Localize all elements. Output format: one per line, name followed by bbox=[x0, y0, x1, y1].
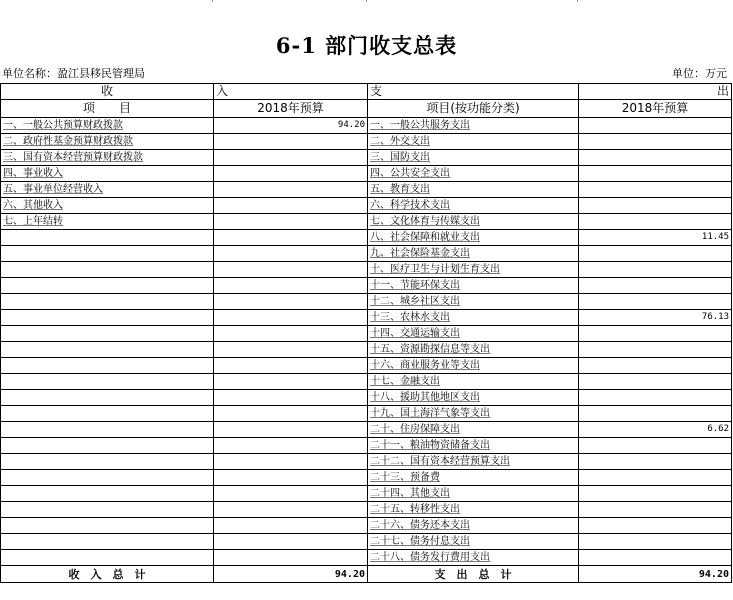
table-row bbox=[1, 262, 732, 278]
header-item: 项 目 bbox=[1, 100, 214, 118]
expense-item-cell: 六、科学技术支出 bbox=[368, 198, 579, 214]
income-item-cell: 七、上年结转 bbox=[1, 214, 214, 230]
income-value-cell bbox=[214, 390, 368, 406]
expense-item-cell: 二十、住房保障支出 bbox=[368, 422, 579, 438]
table-row bbox=[1, 422, 732, 438]
income-value-cell bbox=[214, 310, 368, 326]
expense-value-cell bbox=[579, 550, 732, 566]
expense-item-cell: 二十六、债务还本支出 bbox=[368, 518, 579, 534]
table-row bbox=[1, 198, 732, 214]
income-item-cell bbox=[1, 374, 214, 390]
table-row bbox=[1, 486, 732, 502]
income-value-cell bbox=[214, 326, 368, 342]
expense-value-cell bbox=[579, 454, 732, 470]
expense-value-cell bbox=[579, 326, 732, 342]
expense-item-cell: 二、外交支出 bbox=[368, 134, 579, 150]
expense-item-cell: 十六、商业服务业等支出 bbox=[368, 358, 579, 374]
expense-item-cell: 十、医疗卫生与计划生育支出 bbox=[368, 262, 579, 278]
expense-value-cell bbox=[579, 534, 732, 550]
expense-item-cell: 二十四、其他支出 bbox=[368, 486, 579, 502]
income-value-cell bbox=[214, 166, 368, 182]
expense-value-cell bbox=[579, 502, 732, 518]
income-value-cell bbox=[214, 454, 368, 470]
income-value-cell bbox=[214, 246, 368, 262]
expense-item-cell: 二十一、粮油物资储备支出 bbox=[368, 438, 579, 454]
expense-item-cell: 十二、城乡社区支出 bbox=[368, 294, 579, 310]
table-row bbox=[1, 310, 732, 326]
expense-item-cell: 三、国防支出 bbox=[368, 150, 579, 166]
expense-value-cell: 76.13 bbox=[579, 310, 732, 326]
income-value-cell: 94.20 bbox=[214, 118, 368, 134]
top-edge-tick bbox=[577, 0, 578, 2]
income-item-cell bbox=[1, 230, 214, 246]
expense-item-cell: 十七、金融支出 bbox=[368, 374, 579, 390]
income-item-cell: 三、国有资本经营预算财政拨款 bbox=[1, 150, 214, 166]
income-value-cell bbox=[214, 262, 368, 278]
income-item-cell bbox=[1, 294, 214, 310]
table-row bbox=[1, 518, 732, 534]
table-row bbox=[1, 150, 732, 166]
income-value-cell bbox=[214, 486, 368, 502]
income-item-cell: 四、事业收入 bbox=[1, 166, 214, 182]
income-value-cell bbox=[214, 294, 368, 310]
income-value-cell bbox=[214, 214, 368, 230]
income-value-cell bbox=[214, 230, 368, 246]
expense-item-cell: 十八、援助其他地区支出 bbox=[368, 390, 579, 406]
expense-item-cell: 四、公共安全支出 bbox=[368, 166, 579, 182]
income-item-cell bbox=[1, 262, 214, 278]
income-item-cell: 二、政府性基金预算财政拨款 bbox=[1, 134, 214, 150]
income-item-cell bbox=[1, 310, 214, 326]
table-row bbox=[1, 214, 732, 230]
expense-item-cell: 七、文化体育与传媒支出 bbox=[368, 214, 579, 230]
income-value-cell bbox=[214, 438, 368, 454]
expense-item-cell: 五、教育支出 bbox=[368, 182, 579, 198]
income-total-label: 收 入 总 计 bbox=[1, 566, 214, 583]
income-item-cell bbox=[1, 326, 214, 342]
expense-value-cell bbox=[579, 342, 732, 358]
table-row bbox=[1, 230, 732, 246]
table-row bbox=[1, 278, 732, 294]
income-value-cell bbox=[214, 406, 368, 422]
income-item-cell bbox=[1, 438, 214, 454]
header-row-category bbox=[1, 84, 732, 100]
expense-value-cell bbox=[579, 214, 732, 230]
expense-value-cell bbox=[579, 134, 732, 150]
income-value-cell bbox=[214, 342, 368, 358]
income-item-cell bbox=[1, 518, 214, 534]
expense-total-value: 94.20 bbox=[579, 566, 732, 583]
expense-value-cell bbox=[579, 518, 732, 534]
income-value-cell bbox=[214, 534, 368, 550]
table-row bbox=[1, 294, 732, 310]
expense-item-cell: 一、一般公共服务支出 bbox=[368, 118, 579, 134]
income-value-cell bbox=[214, 422, 368, 438]
expense-value-cell bbox=[579, 182, 732, 198]
expense-item-cell: 十九、国土海洋气象等支出 bbox=[368, 406, 579, 422]
table-row bbox=[1, 454, 732, 470]
header-row-columns bbox=[1, 100, 732, 118]
income-value-cell bbox=[214, 470, 368, 486]
unit-name-label: 单位名称：盈江县移民管理局 bbox=[2, 67, 145, 80]
income-item-cell bbox=[1, 278, 214, 294]
header-budget2: 2018年预算 bbox=[579, 100, 732, 118]
income-item-cell bbox=[1, 502, 214, 518]
income-item-cell bbox=[1, 422, 214, 438]
expense-value-cell bbox=[579, 486, 732, 502]
income-value-cell bbox=[214, 358, 368, 374]
expense-value-cell bbox=[579, 406, 732, 422]
expense-value-cell bbox=[579, 358, 732, 374]
income-item-cell bbox=[1, 390, 214, 406]
header-budget: 2018年预算 bbox=[214, 100, 368, 118]
income-item-cell bbox=[1, 342, 214, 358]
expense-value-cell bbox=[579, 198, 732, 214]
expense-item-cell: 二十八、债务发行费用支出 bbox=[368, 550, 579, 566]
expense-value-cell bbox=[579, 150, 732, 166]
income-item-cell bbox=[1, 246, 214, 262]
expense-value-cell bbox=[579, 374, 732, 390]
expense-value-cell bbox=[579, 246, 732, 262]
income-value-cell bbox=[214, 182, 368, 198]
expense-item-cell: 十五、资源勘探信息等支出 bbox=[368, 342, 579, 358]
expense-value-cell: 11.45 bbox=[579, 230, 732, 246]
table-row bbox=[1, 438, 732, 454]
totals-row bbox=[1, 566, 732, 583]
income-item-cell bbox=[1, 454, 214, 470]
expense-item-cell: 二十二、国有资本经营预算支出 bbox=[368, 454, 579, 470]
income-item-cell: 五、事业单位经营收入 bbox=[1, 182, 214, 198]
page-title: 6-1 部门收支总表 bbox=[275, 33, 458, 58]
header-income-right: 入 bbox=[214, 84, 368, 100]
header-income-left: 收 bbox=[1, 84, 214, 100]
expense-total-label: 支 出 总 计 bbox=[368, 566, 579, 583]
expense-value-cell bbox=[579, 278, 732, 294]
expense-value-cell bbox=[579, 470, 732, 486]
table-row bbox=[1, 326, 732, 342]
income-item-cell bbox=[1, 486, 214, 502]
table-row bbox=[1, 550, 732, 566]
table-row bbox=[1, 374, 732, 390]
unit-label: 单位：万元 bbox=[672, 67, 727, 80]
table-row bbox=[1, 502, 732, 518]
expense-item-cell: 九、社会保险基金支出 bbox=[368, 246, 579, 262]
expense-item-cell: 二十五、转移性支出 bbox=[368, 502, 579, 518]
table-row bbox=[1, 470, 732, 486]
budget-summary-table bbox=[0, 83, 732, 583]
income-item-cell: 六、其他收入 bbox=[1, 198, 214, 214]
income-value-cell bbox=[214, 374, 368, 390]
income-value-cell bbox=[214, 518, 368, 534]
expense-value-cell bbox=[579, 166, 732, 182]
table-row bbox=[1, 358, 732, 374]
table-row bbox=[1, 390, 732, 406]
table-row bbox=[1, 134, 732, 150]
income-value-cell bbox=[214, 198, 368, 214]
income-item-cell: 一、一般公共预算财政拨款 bbox=[1, 118, 214, 134]
table-row bbox=[1, 534, 732, 550]
expense-item-cell: 十一、节能环保支出 bbox=[368, 278, 579, 294]
expense-item-cell: 二十七、债务付息支出 bbox=[368, 534, 579, 550]
income-value-cell bbox=[214, 150, 368, 166]
expense-value-cell bbox=[579, 390, 732, 406]
income-item-cell bbox=[1, 406, 214, 422]
expense-item-cell: 八、社会保障和就业支出 bbox=[368, 230, 579, 246]
income-item-cell bbox=[1, 470, 214, 486]
income-item-cell bbox=[1, 550, 214, 566]
table-row bbox=[1, 246, 732, 262]
table-row bbox=[1, 182, 732, 198]
table-row bbox=[1, 166, 732, 182]
table-row bbox=[1, 342, 732, 358]
income-total-value: 94.20 bbox=[214, 566, 368, 583]
expense-item-cell: 十四、交通运输支出 bbox=[368, 326, 579, 342]
expense-value-cell bbox=[579, 118, 732, 134]
expense-item-cell: 十三、农林水支出 bbox=[368, 310, 579, 326]
income-value-cell bbox=[214, 134, 368, 150]
top-edge-tick bbox=[366, 0, 367, 2]
top-edge-tick bbox=[212, 0, 213, 2]
expense-value-cell: 6.62 bbox=[579, 422, 732, 438]
expense-value-cell bbox=[579, 294, 732, 310]
table-row bbox=[1, 406, 732, 422]
income-value-cell bbox=[214, 550, 368, 566]
top-edge bbox=[0, 0, 733, 2]
header-item-func: 项目(按功能分类) bbox=[368, 100, 579, 118]
header-expense-left: 支 bbox=[368, 84, 579, 100]
table-row bbox=[1, 118, 732, 134]
income-value-cell bbox=[214, 502, 368, 518]
expense-value-cell bbox=[579, 438, 732, 454]
header-expense-right: 出 bbox=[579, 84, 732, 100]
income-item-cell bbox=[1, 358, 214, 374]
income-value-cell bbox=[214, 278, 368, 294]
income-item-cell bbox=[1, 534, 214, 550]
expense-item-cell: 二十三、预备费 bbox=[368, 470, 579, 486]
expense-value-cell bbox=[579, 262, 732, 278]
